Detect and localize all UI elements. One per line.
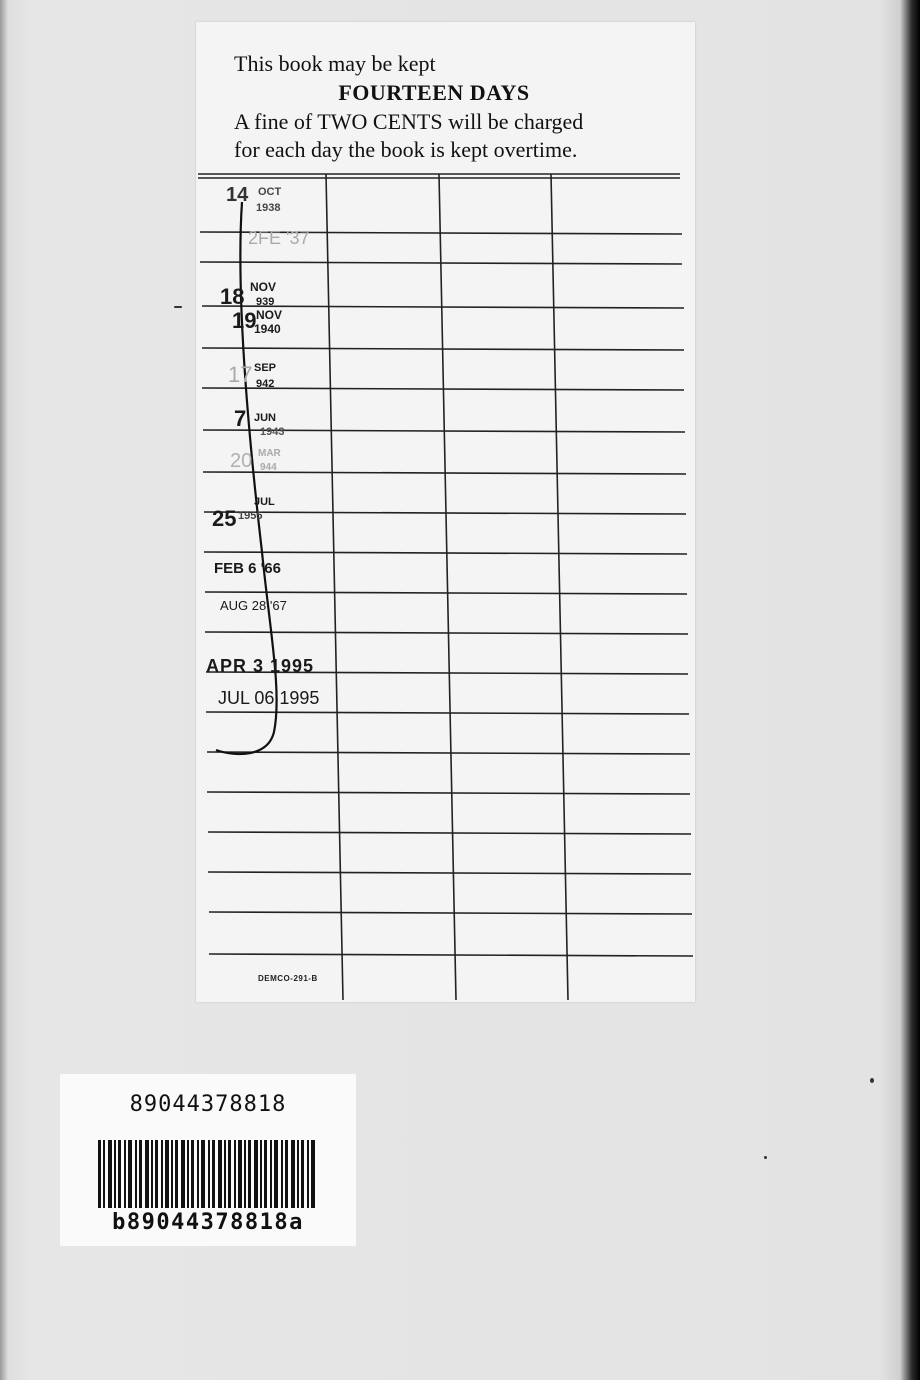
barcode-number-top: 89044378818 [129, 1092, 287, 1117]
stamp-date: APR 3 1995 [206, 656, 315, 676]
stamp-year: 942 [256, 378, 275, 390]
stamp-day: 20 [230, 450, 253, 472]
loan-period-intro: This book may be kept [234, 51, 436, 76]
stamp-year: 944 [260, 462, 277, 473]
stamp-year: 939 [256, 296, 275, 308]
stamp-month: MAR [258, 448, 281, 459]
stamp-year: 1955 [238, 510, 263, 522]
stamp-month: SEP [254, 362, 277, 374]
stamp-day: 25 [212, 506, 237, 531]
stamp-date: FEB 6 '66 [214, 560, 281, 577]
stamp-day: 19 [232, 308, 257, 333]
stamp-date: JUL 06 1995 [218, 688, 320, 708]
dust-speck [174, 306, 182, 308]
barcode-number-bottom: b89044378818a [112, 1210, 304, 1235]
stamp-date: AUG 28 '67 [220, 598, 287, 613]
stamp-day: 7 [234, 406, 247, 431]
barcode-label [60, 1074, 356, 1246]
stamp-date: 2FE '37 [248, 228, 310, 248]
form-code: DEMCO-291-B [258, 974, 318, 983]
stamp-day: 17 [228, 362, 253, 387]
slip-header [234, 50, 674, 164]
stamp-month: NOV [256, 308, 283, 322]
dust-speck [764, 1156, 767, 1159]
stamp-month: JUL [254, 496, 275, 508]
barcode-bars [98, 1140, 318, 1208]
loan-period: FOURTEEN DAYS [338, 80, 530, 105]
stamp-year: 1938 [256, 202, 281, 214]
stamp-day: 18 [220, 284, 245, 309]
stamp-month: OCT [258, 186, 282, 198]
stamp-month: JUN [254, 412, 277, 424]
fine-notice-line2: for each day the book is kept overtime. [234, 137, 578, 162]
dust-speck [870, 1078, 874, 1083]
stamp-day: 14 [226, 184, 249, 206]
date-due-slip [196, 22, 695, 1002]
fine-notice-line1: A fine of TWO CENTS will be charged [234, 109, 584, 134]
stamp-month: NOV [250, 280, 277, 294]
stamp-year: 1940 [254, 322, 281, 336]
stamp-year: 1943 [260, 426, 285, 438]
